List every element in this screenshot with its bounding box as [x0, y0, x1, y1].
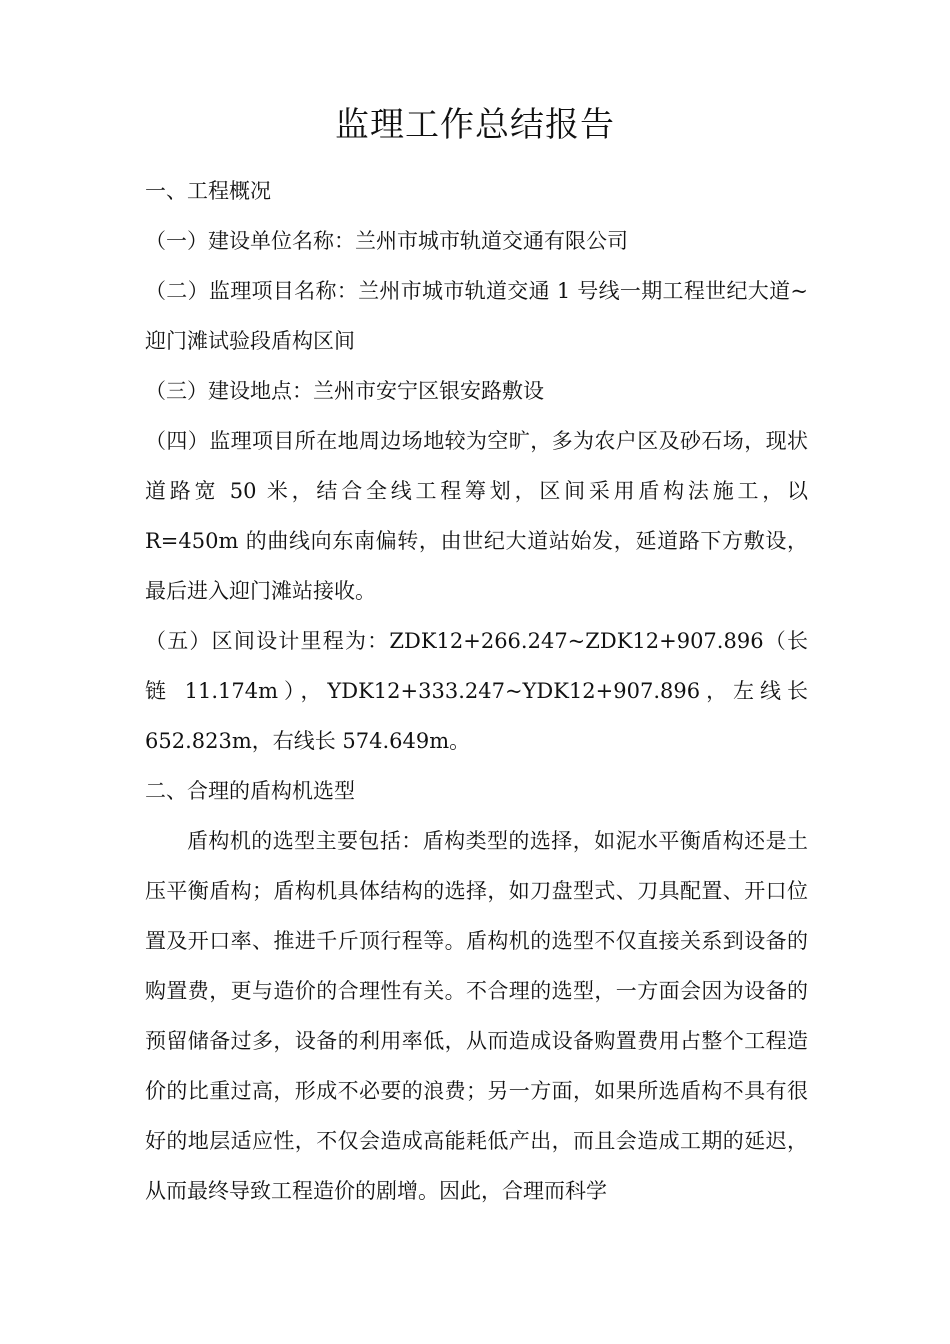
document-title: 监理工作总结报告 [335, 105, 615, 145]
paragraph-site-description: （四）监理项目所在地周边场地较为空旷，多为农户区及砂石场，现状道路宽 50 米，结合全线工程筹划，区间采用盾构法施工，以 R=450m 的曲线向东南偏转，由世纪大道站始发，延道路下方敷设，最后进入迎门滩站接收。 [145, 429, 808, 603]
paragraph-shield-selection-body: 盾构机的选型主要包括：盾构类型的选择，如泥水平衡盾构还是土压平衡盾构；盾构机具体结构的选择，如刀盘型式、刀具配置、开口位置及开口率、推进千斤顶行程等。盾构机的选型不仅直接关系到设备的购置费，更与造价的合理性有关。不合理的选型，一方面会因为设备的预留储备过多，设备的利用率低，从而造成设备购置费用占整个工程造价的比重过高，形成不必要的浪费；另一方面，如果所选盾构不具有很好的地层适应性，不仅会造成高能耗低产出，而且会造成工期的延迟，从而最终导致工程造价的剧增。因此，合理而科学 [145, 829, 808, 1203]
section-heading-shield-selection: 二、合理的盾构机选型 [145, 779, 355, 803]
paragraph-mileage: （五）区间设计里程为：ZDK12+266.247~ZDK12+907.896（长链 11.174m），YDK12+333.247~YDK12+907.896，左线长 652.823m，右线长 574.649m。 [145, 629, 808, 753]
paragraph-project-name: （二）监理项目名称：兰州市城市轨道交通 1 号线一期工程世纪大道~迎门滩试验段盾构区间 [145, 279, 808, 353]
paragraph-construction-unit: （一）建设单位名称：兰州市城市轨道交通有限公司 [145, 229, 628, 253]
document-body [145, 166, 808, 1216]
paragraph-location: （三）建设地点：兰州市安宁区银安路敷设 [145, 379, 544, 403]
section-heading-overview: 一、工程概况 [145, 179, 271, 203]
